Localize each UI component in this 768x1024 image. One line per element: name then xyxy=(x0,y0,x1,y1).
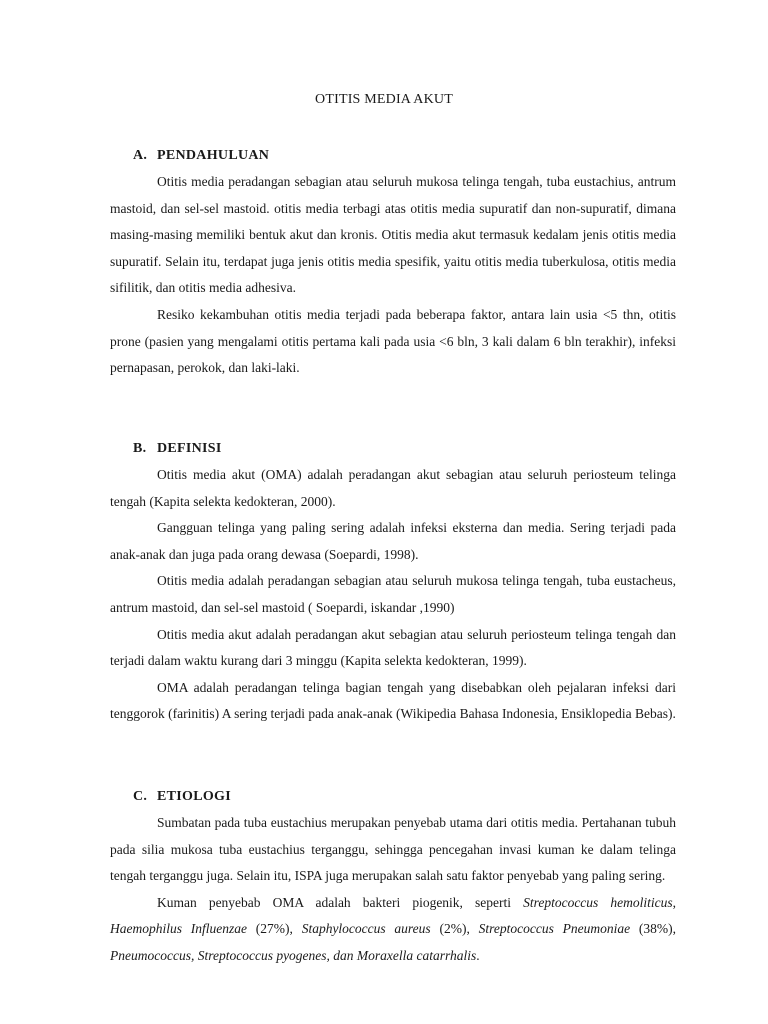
text-run: (38%), xyxy=(630,921,676,937)
section-letter: C. xyxy=(133,789,148,804)
paragraph: Otitis media akut adalah peradangan akut sebagian atau seluruh periosteum telinga tengah dan terjadi dalam waktu kurang dari 3 minggu (Kapita selekta kedokteran, 1999). xyxy=(110,626,676,669)
paragraph: Otitis media akut (OMA) adalah peradangan akut sebagian atau seluruh periosteum telinga tengah (Kapita selekta kedokteran, 2000). xyxy=(110,467,676,509)
text-run: (27%), xyxy=(247,921,302,937)
paragraph: Sumbatan pada tuba eustachius merupakan penyebab utama dari otitis media. Pertahanan tubuh pada silia mukosa tuba eustachius terganggu, sehingga pencegahan invasi kuman ke dalam telinga tengah terganggu juga. Selain itu, ISPA juga merupakan salah satu faktor penyebab yang paling sering. xyxy=(110,815,676,884)
section-letter: A. xyxy=(133,148,148,163)
section-letter: B. xyxy=(133,441,147,456)
paragraph: Otitis media peradangan sebagian atau seluruh mukosa telinga tengah, tuba eustachius, antrum mastoid, dan sel-sel mastoid. otitis media terbagi atas otitis media supuratif dan non-supuratif, dimana masing-masing memiliki bentuk akut dan kronis. Otitis media akut termasuk kedalam jenis otitis media supuratif. Selain itu, terdapat juga jenis otitis media spesifik, yaitu otitis media tuberkulosa, otitis media sifilitik, dan otitis media adhesiva. xyxy=(110,174,676,296)
section-title: DEFINISI xyxy=(157,441,222,456)
paragraph: Otitis media adalah peradangan sebagian atau seluruh mukosa telinga tengah, tuba eustacheus, antrum mastoid, dan sel-sel mastoid ( Soepardi, iskandar ,1990) xyxy=(110,573,676,615)
section-etiologi xyxy=(110,784,676,970)
section-title: ETIOLOGI xyxy=(157,789,231,804)
section-title: PENDAHULUAN xyxy=(157,148,270,163)
section-pendahuluan xyxy=(110,143,676,382)
text-run: (2%), xyxy=(430,921,479,937)
section-heading xyxy=(133,784,676,810)
document-title: OTITIS MEDIA AKUT xyxy=(315,92,453,107)
organism-name: Haemophilus Influenzae xyxy=(110,921,248,937)
section-heading xyxy=(133,143,676,169)
text-run: . xyxy=(476,947,480,963)
text-run: , xyxy=(672,894,676,910)
organism-name: Streptococcus Pneumoniae xyxy=(478,921,631,937)
paragraph: Resiko kekambuhan otitis media terjadi pada beberapa faktor, antara lain usia <5 thn, otitis prone (pasien yang mengalami otitis pertama kali pada usia <6 bln, 3 kali dalam 6 bln terakhir), infeksi pernapasan, perokok, dan laki-laki. xyxy=(110,306,676,376)
text-run: Kuman penyebab OMA adalah bakteri piogenik, seperti xyxy=(157,894,524,910)
organism-name: Pneumococcus, Streptococcus pyogenes, dan Moraxella catarrhalis xyxy=(110,947,477,963)
bacteria-paragraph xyxy=(110,890,676,970)
paragraph: Gangguan telinga yang paling sering adalah infeksi eksterna dan media. Sering terjadi pada anak-anak dan juga pada orang dewasa (Soepardi, 1998). xyxy=(110,520,676,562)
section-definisi xyxy=(110,436,676,728)
paragraph: OMA adalah peradangan telinga bagian tengah yang disebabkan oleh pejalaran infeksi dari tenggorok (farinitis) A sering terjadi pada anak-anak (Wikipedia Bahasa Indonesia, Ensiklopedia Bebas). xyxy=(110,679,676,722)
section-heading xyxy=(133,436,676,462)
organism-name: Streptococcus hemoliticus xyxy=(523,894,673,910)
organism-name: Staphylococcus aureus xyxy=(301,921,431,937)
